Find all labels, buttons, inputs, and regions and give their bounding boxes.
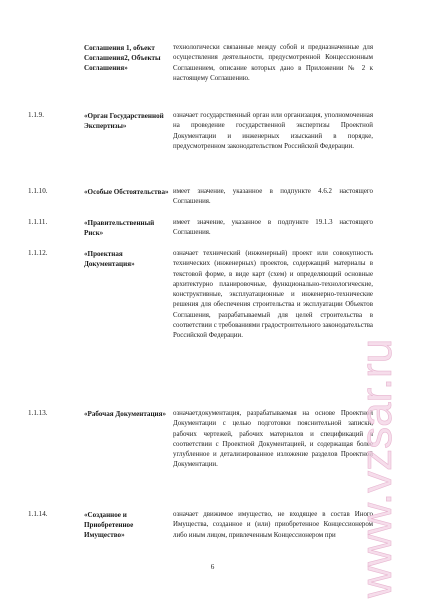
- entry-term: «Особые Обстоятельства»: [84, 188, 169, 196]
- entry-term: «Проектная Документация»: [84, 250, 135, 269]
- entry-definition: означает технический (инженерный) проект или совокупность технических (инженерных) проектов, содержащий материалы в текстовой форме, в виде карт (схем) и определяющий основные архитектурно планировочные, функционально-технологические, конструктивные, эксплуатационные и инженерно-технические решения для обеспечения строительства и эксплуатации Объектов Соглашения, разрабатываемый для целей строительства в соответствии с требованиями градостроительного законодательства Российской Федерации.: [173, 250, 373, 339]
- entry-number: 1.1.12.: [28, 249, 48, 257]
- watermark: [345, 210, 405, 600]
- entry-term: Соглашения 1, объект Соглашения2, Объекты Соглашения»: [84, 44, 161, 73]
- page-number: 6: [210, 563, 215, 571]
- entry-term: «Орган Государственной Экспертизы»: [84, 112, 164, 131]
- watermark-text: www.vzsar.ru: [352, 338, 401, 598]
- entry-number: 1.1.9.: [28, 111, 44, 119]
- entry-definition: означаетдокументация, разрабатываемая на основе Проектной Документации с целью подготовки пояснительной записки, рабочих чертежей, рабочих материалов и спецификаций в соответствии с Проектной Документацией, и содержащая более углубленное и детализированное изложение разделов Проектной Документации.: [173, 410, 373, 469]
- entry-definition: означает государственный орган или организация, уполномоченная на проведение государственной экспертизы Проектной Документации и инженерных изысканий в порядке, предусмотренном законодательством Российской Федерации.: [173, 112, 373, 150]
- entry-definition: означает движимое имущество, не входящее в состав Иного Имущества, созданное и (или) приобретенное Концессионером либо иным лицом, привлеченным Концессионером при: [173, 511, 373, 539]
- entry-definition: технологически связанные между собой и предназначенные для осуществления деятельности, предусмотренной Концессионным Соглашением, описание которых дано в Приложении № 2 к настоящему Соглашению.: [173, 44, 373, 82]
- entry-number: 1.1.11.: [28, 218, 48, 226]
- entry-number: 1.1.10.: [28, 187, 48, 195]
- entry-term: «Правительственный Риск»: [84, 219, 155, 238]
- entry-term: «Созданное и Приобретенное Имущество»: [84, 511, 134, 540]
- entry-term: «Рабочая Документация»: [84, 410, 167, 418]
- entry-number: 1.1.14.: [28, 510, 48, 518]
- entry-definition: имеет значение, указанное в подпункте 4.6.2 настоящего Соглашения.: [173, 188, 373, 206]
- entry-definition: имеет значение, указанное в подпункте 19.1.3 настоящего Соглашения.: [173, 219, 373, 237]
- entry-number: 1.1.13.: [28, 409, 48, 417]
